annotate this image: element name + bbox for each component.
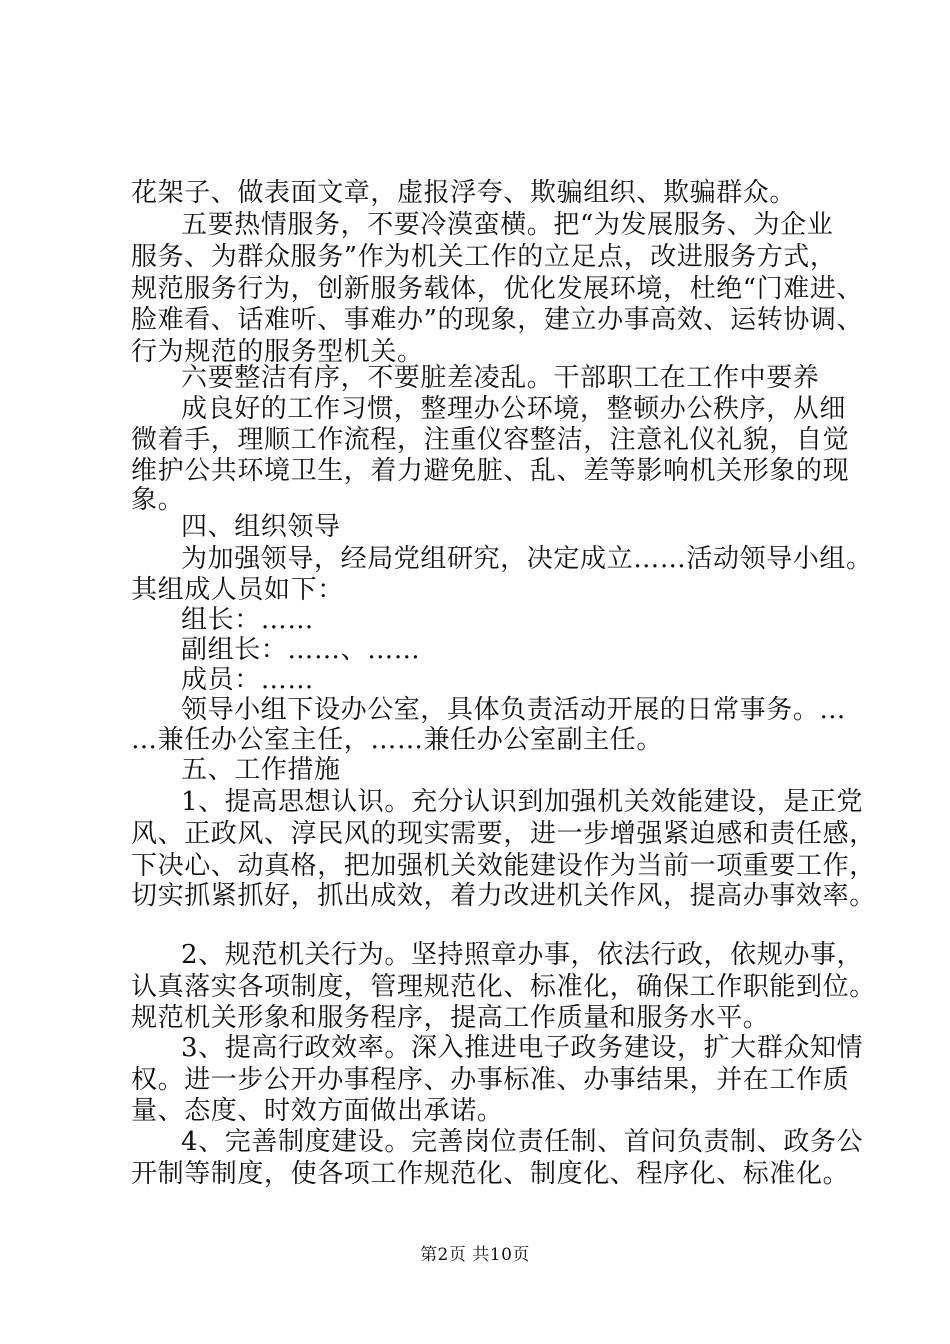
text-line: 成良好的工作习惯，整理办公环境，整顿办公秩序，从细 (181, 394, 847, 424)
text-line: 组长：…… (181, 605, 315, 635)
text-line: 认真落实各项制度，管理规范化、标准化，确保工作职能到位。 (131, 972, 876, 1002)
text-line: 2、规范机关行为。坚持照章办事，依法行政，依规办事， (181, 940, 864, 970)
text-line: 为加强领导，经局党组研究，决定成立……活动领导小组。 (181, 544, 873, 574)
text-line: 风、正政风、淳民风的现实需要，进一步增强紧迫感和责任感， (131, 819, 876, 849)
text-line: 规范服务行为，创新服务载体，优化发展环境，杜绝“门难进、 (131, 274, 864, 304)
text-line: 五要热情服务，不要冷漠蛮横。把“为发展服务、为企业 (181, 210, 834, 240)
section-heading: 五、工作措施 (181, 755, 341, 785)
text-line: …兼任办公室主任，……兼任办公室副主任。 (131, 725, 664, 755)
text-line: 成员：…… (181, 665, 315, 695)
text-line: 微着手，理顺工作流程，注重仪容整洁，注意礼仪礼貌，自觉 (131, 425, 850, 455)
section-heading: 四、组织领导 (181, 512, 341, 542)
text-line: 4、完善制度建设。完善岗位责任制、首问负责制、政务公 (181, 1127, 864, 1157)
text-line: 下决心、动真格，把加强机关效能建设作为当前一项重要工作， (131, 851, 876, 881)
text-line: 3、提高行政效率。深入推进电子政务建设，扩大群众知情 (181, 1033, 864, 1063)
text-line: 切实抓紧抓好，抓出成效，着力改进机关作风，提高办事效率。 (131, 881, 876, 911)
text-line: 脸难看、话难听、事难办”的现象，建立办事高效、运转协调、 (131, 305, 864, 335)
text-line: 量、态度、时效方面做出承诺。 (131, 1096, 504, 1126)
text-line: 副组长：……、…… (181, 635, 421, 665)
text-line: 领导小组下设办公室，具体负责活动开展的日常事务。… (181, 695, 847, 725)
page-number-footer: 第2页 共10页 (420, 1245, 530, 1265)
text-line: 规范机关形象和服务程序，提高工作质量和服务水平。 (131, 1003, 770, 1033)
text-line: 1、提高思想认识。充分认识到加强机关效能建设，是正党 (181, 787, 864, 817)
text-line: 六要整洁有序，不要脏差凌乱。干部职工在工作中要养 (181, 363, 820, 393)
text-line: 行为规范的服务型机关。 (131, 337, 424, 367)
text-line: 服务、为群众服务”作为机关工作的立足点，改进服务方式， (131, 242, 837, 272)
text-line: 其组成人员如下： (131, 575, 344, 605)
text-line: 权。进一步公开办事程序、办事标准、办事结果，并在工作质 (131, 1065, 850, 1095)
text-line: 开制等制度，使各项工作规范化、制度化、程序化、标准化。 (131, 1159, 850, 1189)
text-line: 象。 (131, 485, 185, 515)
text-line: 花架子、做表面文章，虚报浮夸、欺骗组织、欺骗群众。 (131, 178, 797, 208)
text-line: 维护公共环境卫生，着力避免脏、乱、差等影响机关形象的现 (131, 456, 850, 486)
